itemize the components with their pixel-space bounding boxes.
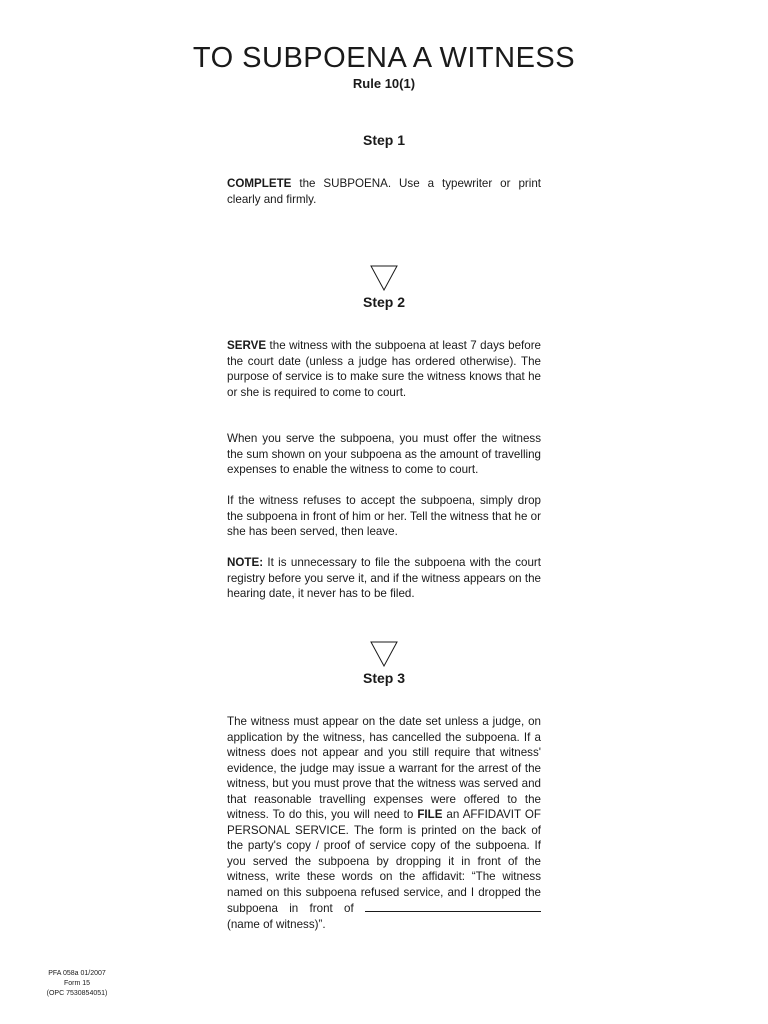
serve-keyword: SERVE	[227, 339, 267, 352]
note-text: It is unnecessary to file the subpoena with the court registry before you serve it, and if the witness appears on the hearing date, it never has to be filed.	[227, 556, 541, 600]
step-1-heading: Step 1	[362, 132, 405, 148]
rule-reference: Rule 10(1)	[352, 76, 416, 91]
step-1-text: the SUBPOENA. Use a typewriter or print clearly and firmly.	[227, 177, 541, 206]
file-keyword: FILE	[417, 808, 443, 821]
form-footer	[37, 969, 117, 999]
step-3-paragraph	[227, 714, 541, 932]
down-arrow-icon	[370, 641, 398, 667]
form-code: PFA 058a 01/2007	[48, 970, 106, 977]
page-title: TO SUBPOENA A WITNESS	[192, 42, 576, 74]
serve-text: the witness with the subpoena at least 7 days before the court date (unless a judge has ordered otherwise). The purpose of service is to make sure the witness knows that he or she is required to come to court.	[227, 339, 541, 399]
opc-number: (OPC 7530854051)	[46, 990, 108, 997]
note-label: NOTE:	[227, 556, 264, 569]
step-3-heading: Step 3	[362, 670, 405, 686]
step-2-serve-paragraph	[227, 338, 541, 400]
step-2-expenses-paragraph: When you serve the subpoena, you must offer the witness the sum shown on your subpoena as the amount of travelling expenses to enable the witness to come to court.	[227, 432, 541, 476]
step-2-note-paragraph	[227, 555, 541, 602]
step-3-text-c: (name of witness)”.	[227, 917, 326, 931]
complete-keyword: COMPLETE	[227, 177, 292, 190]
step-3-text-b: an AFFIDAVIT OF PERSONAL SERVICE. The form is printed on the back of the party's copy / proof of service copy of the subpoena. If you served the subpoena by dropping it in front of the witness, write these words on the affidavit: “The witness named on this subpoena refused service, and I dropped the subpoena in front of	[227, 808, 541, 915]
step-3-text-a: The witness must appear on the date set unless a judge, on application by the witness, has cancelled the subpoena. If a witness does not appear and you still require that witness' evidence, the judge may issue a warrant for the arrest of the witness, but you must prove that the witness was served and that reasonable travelling expenses were offered to the witness. To do this, you will need to	[227, 715, 541, 821]
down-arrow-icon	[370, 265, 398, 291]
step-1-instructions	[227, 176, 541, 207]
step-2-refusal-paragraph: If the witness refuses to accept the subpoena, simply drop the subpoena in front of him or her. Tell the witness that he or she has been served, then leave.	[227, 494, 541, 538]
witness-name-blank	[365, 900, 541, 912]
form-number: Form 15	[63, 980, 91, 987]
step-2-heading: Step 2	[362, 294, 405, 310]
